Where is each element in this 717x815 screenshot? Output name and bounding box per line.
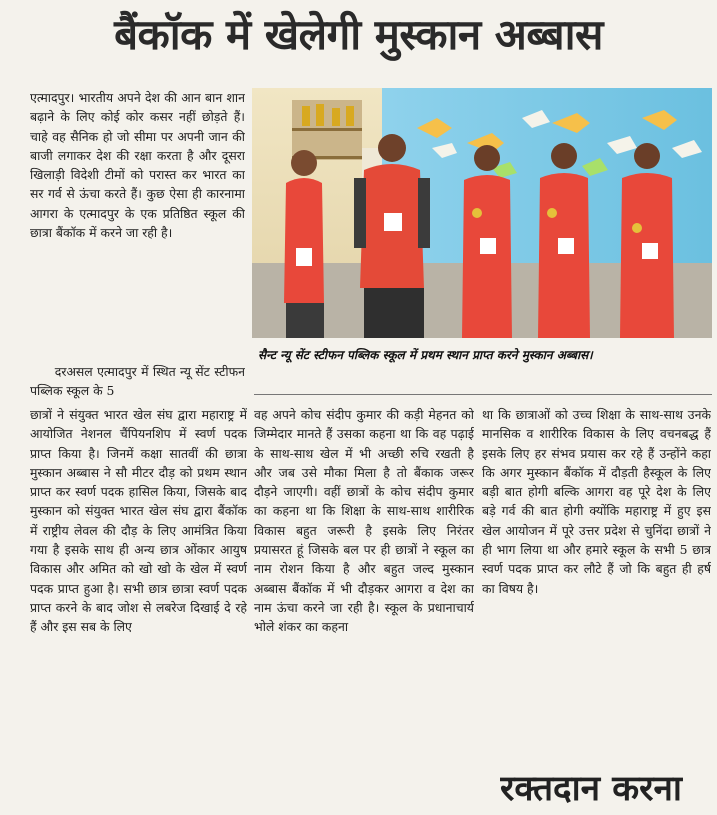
paragraph-intro: एत्मादपुर। भारतीय अपने देश की आन बान शान बढ़ाने के लिए कोई कोर कसर नहीं छोड़ते हैं। चाहे वह सैनिक हो जो सीमा पर अपनी जान की बाजी लगाकर देश की रक्षा करता है और दूसरा खिलाड़ी विदेशी टीमों को परास्त कर भारत का सर गर्व से ऊंचा करते हैं। कुछ ऐसा ही कारनामा आगरा के एत्मादपुर के एक प्रतिष्ठित स्कूल की छात्रा बैंकॉक में करने जा रही है। — [30, 90, 245, 241]
article-column-2 — [254, 405, 474, 783]
paragraph-principal: था कि छात्राओं को उच्च शिक्षा के साथ-साथ उनके मानसिक व शारीरिक विकास के लिए वचनबद्ध हैं इसके लिए हर संभव प्रयास कर रहे हैं उन्होंने कहा कि अगर मुस्कान बैंकॉक में दौड़ती हैस्कूल के लिए बड़ी बात होगी बल्कि आगरा वह पूरे देश के लिए बड़े गर्व की बात होगी क्योंकि महाराष्ट्र में हुए इस खेल आयोजन में पूरे उत्तर प्रदेश से चुनिंदा छात्रों ने ही भाग लिया था और हमारे स्कूल के सभी 5 छात्र स्वर्ण पदक प्राप्त कर लौटे हैं जो कि बहुत ही हर्ष का विषय है। — [482, 407, 711, 596]
article-column-1-bottom — [30, 405, 247, 783]
article-column-1-top — [30, 88, 245, 360]
students-group-photo — [252, 88, 712, 338]
paragraph-second-continued: छात्रों ने संयुक्त भारत खेल संघ द्वारा महाराष्ट्र में आयोजित नेशनल चैंपियनशिप में स्वर्ण पदक प्राप्त किया है। जिनमें कक्षा सातवीं की छात्रा मुस्कान अब्बास ने सौ मीटर दौड़ को प्रथम स्थान प्राप्त कर स्वर्ण पदक हासिल किया, जिसके बाद मुस्कान को संयुक्त भारत खेल संघ द्वारा बैंकॉक में राष्ट्रीय लेवल की दौड़ के लिए आमंत्रित किया गया है इसके साथ ही अन्य छात्र ओंकार आयुष विकास और अमित को खो खो के खेल में स्वर्ण पदक प्राप्त हुआ है। सभी छात्र छात्रा स्वर्ण पदक प्राप्त करने के बाद जोश से लबरेज दिखाई दे रहे हैं और इस सब के लिए — [30, 407, 247, 635]
paragraph-second-start: दरअसल एत्मादपुर में स्थित न्यू सेंट स्टीफन पब्लिक स्कूल के 5 — [30, 364, 245, 399]
paragraph-coach: वह अपने कोच संदीप कुमार की कड़ी मेहनत को जिम्मेदार मानते हैं उसका कहना था कि वह पढ़ाई के साथ-साथ खेल में भी अच्छी रुचि रखती है और जब उसे मौका मिला है तो बैंकाक जरूर दौड़ने जाएगी। वहीं छात्रों के कोच संदीप कुमार का कहना था कि शिक्षा के साथ-साथ शारीरिक विकास बहुत जरूरी है इसके लिए निरंतर प्रयासरत हूं जिसके बल पर ही छात्रों ने स्कूल का नाम रोशन किया है और बहुत जल्द मुस्कान अब्बास बैंकॉक में भी दौड़कर आगरा व देश का नाम ऊंचा करने जा रही है। स्कूल के प्रधानाचार्य भोले शंकर का कहना — [254, 407, 474, 635]
next-article-headline: रक्तदान करना — [500, 769, 682, 809]
article-photo — [252, 88, 712, 338]
photo-caption: सैन्ट न्यू सेंट स्टीफन पब्लिक स्कूल में प्रथम स्थान प्राप्त करने मुस्कान अब्बास। — [258, 348, 593, 362]
caption-divider — [254, 394, 712, 395]
article-column-3 — [482, 405, 711, 745]
article-headline: बैंकॉक में खेलेगी मुस्कान अब्बास — [114, 10, 603, 59]
